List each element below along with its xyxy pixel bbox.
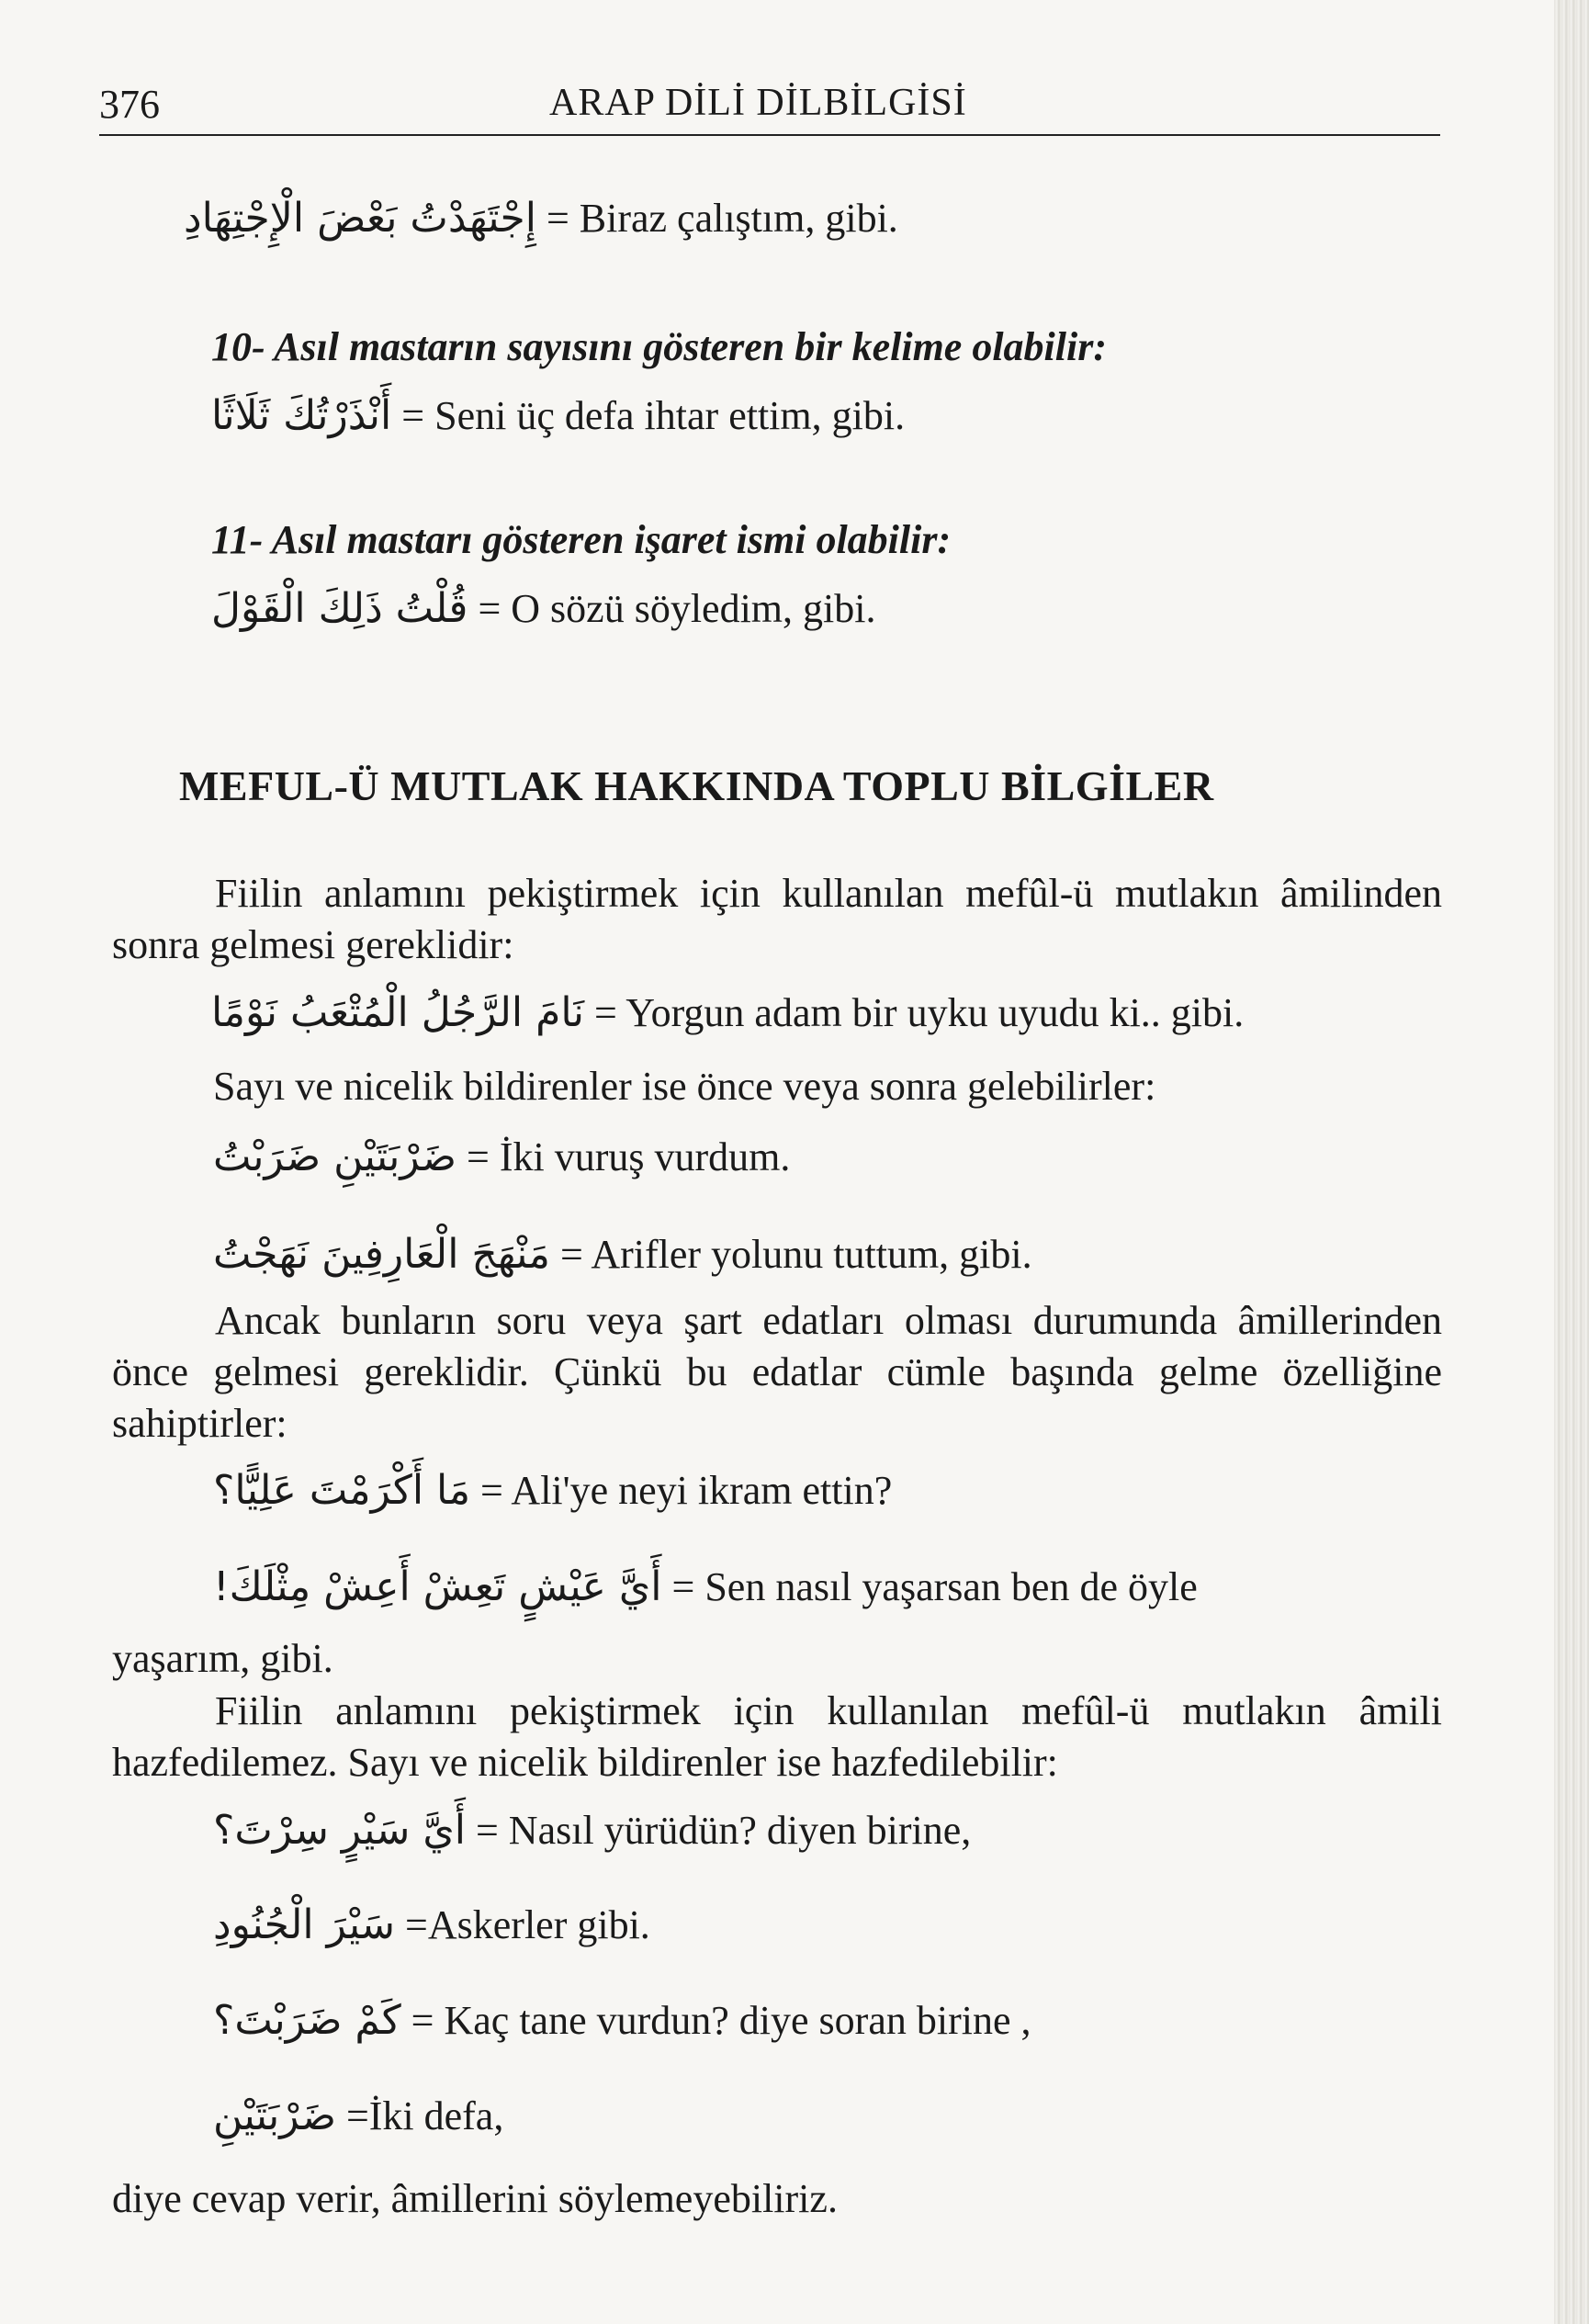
translation: = Seni üç defa ihtar ettim, gibi.	[401, 393, 906, 438]
translation: = O sözü söyledim, gibi.	[478, 586, 876, 631]
page-number: 376	[99, 82, 160, 127]
example-1	[211, 987, 1244, 1039]
closing-line: diye cevap verir, âmillerini söylemeyebiliriz.	[112, 2176, 838, 2221]
translation: = Kaç tane vurdun? diye soran birine ,	[411, 1998, 1031, 2043]
example-9	[213, 2091, 503, 2142]
item-10-heading: 10- Asıl mastarın sayısını gösteren bir kelime olabilir:	[211, 324, 1108, 369]
arabic-example: أَيَّ عَيْشٍ تَعِشْ أَعِشْ مِثْلَكَ!	[213, 1563, 662, 1610]
arabic-example: أَيَّ سَيْرٍ سِرْتَ؟	[213, 1807, 466, 1854]
running-title: ARAP DİLİ DİLBİLGİSİ	[549, 82, 967, 124]
arabic-example: أَنْذَرْتُكَ ثَلَاثًا	[211, 392, 392, 439]
translation: = Ali'ye neyi ikram ettin?	[480, 1468, 893, 1513]
paragraph-2	[112, 1295, 1442, 1450]
example-5	[213, 1562, 1198, 1613]
page-header	[99, 75, 1440, 136]
arabic-example: مَنْهَجَ الْعَارِفِينَ نَهَجْتُ	[213, 1231, 550, 1278]
translation: = Sen nasıl yaşarsan ben de öyle	[671, 1564, 1198, 1609]
example-top	[184, 193, 898, 244]
translation: = Biraz çalıştım, gibi.	[546, 196, 898, 241]
item-11-example	[211, 583, 875, 635]
arabic-example: سَيْرَ الْجُنُودِ	[213, 1901, 396, 1948]
section-title: MEFUL-Ü MUTLAK HAKKINDA TOPLU BİLGİLER	[179, 762, 1214, 809]
example-6	[213, 1805, 971, 1856]
arabic-example: قُلْتُ ذَلِكَ الْقَوْلَ	[211, 585, 468, 632]
arabic-example: ضَرْبَتَيْنِ	[213, 2093, 336, 2139]
example-2	[213, 1132, 790, 1183]
translation: =İki defa,	[345, 2093, 504, 2138]
translation: = Nasıl yürüdün? diyen birine,	[475, 1808, 972, 1853]
translation: = Yorgun adam bir uyku uyudu ki.. gibi.	[594, 990, 1245, 1035]
arabic-example: ضَرْبَتَيْنِ ضَرَبْتُ	[213, 1134, 457, 1180]
page-edge	[1554, 0, 1589, 2324]
paragraph-text: Ancak bunların soru veya şart edatları olması durumunda âmillerinden önce gelmesi gereklidir. Çünkü bu edatlar cümle başında gelme özelliğine sahiptirler:	[112, 1298, 1442, 1446]
example-8	[213, 1995, 1031, 2047]
example-5-continuation: yaşarım, gibi.	[112, 1636, 333, 1681]
count-note: Sayı ve nicelik bildirenler ise önce veya sonra gelebilirler:	[213, 1064, 1156, 1109]
arabic-example: نَامَ الرَّجُلُ الْمُتْعَبُ نَوْمًا	[211, 989, 585, 1036]
example-3	[213, 1229, 1032, 1280]
translation: = Arifler yolunu tuttum, gibi.	[559, 1232, 1032, 1277]
example-7	[213, 1900, 650, 1951]
item-10-example	[211, 390, 905, 442]
translation: = İki vuruş vurdum.	[467, 1134, 791, 1179]
item-11-heading: 11- Asıl mastarı gösteren işaret ismi olabilir:	[211, 517, 952, 562]
arabic-example: مَا أَكْرَمْتَ عَلِيًّا؟	[213, 1467, 471, 1514]
paragraph-3	[112, 1686, 1442, 1788]
example-4	[213, 1465, 892, 1517]
arabic-example: كَمْ ضَرَبْتَ؟	[213, 1997, 401, 2044]
translation: =Askerler gibi.	[405, 1902, 650, 1947]
paragraph-text: Fiilin anlamını pekiştirmek için kullanılan mefûl-ü mutlakın âmili hazfedilemez. Sayı ve nicelik bildirenler ise hazfedilebilir:	[112, 1688, 1442, 1785]
paragraph-1	[112, 868, 1442, 971]
paragraph-text: Fiilin anlamını pekiştirmek için kullanılan mefûl-ü mutlakın âmilinden sonra gelmesi gereklidir:	[112, 871, 1442, 967]
arabic-example: إِجْتَهَدْتُ بَعْضَ الْإِجْتِهَادِ	[184, 195, 536, 242]
